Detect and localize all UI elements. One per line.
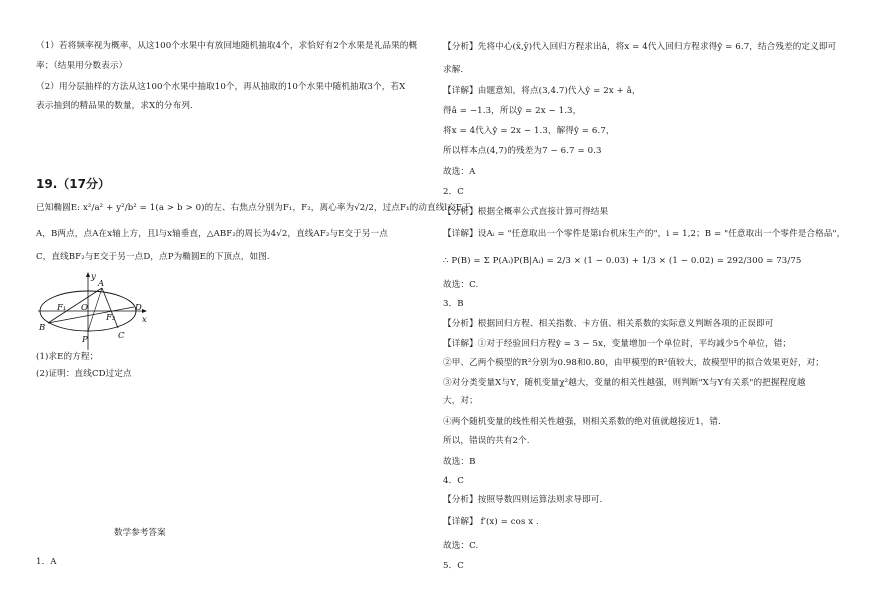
line-pa	[88, 288, 102, 331]
sub-question-1: (1)求E的方程；	[36, 352, 99, 362]
label-a: A	[98, 279, 105, 289]
label-p: P	[82, 335, 88, 345]
label-f2: F₂	[106, 313, 116, 323]
question-line: （2）用分层抽样的方法从这100个水果中抽取10个，再从抽取的10个水果中随机抽取3个，若X	[36, 82, 406, 92]
problem-line: 已知椭圆E: x²/a² + y²/b² = 1(a > b > 0)的左、右焦点分别为F₁，F₂，离心率为√2/2，过点F₁的动直线l交E于	[36, 203, 471, 213]
problem-line: A，B两点，点A在x轴上方，且l与x轴垂直，△ABF₂的周长为4√2，直线AF₂与E交于另一点	[36, 229, 388, 239]
solution-line: ③对分类变量X与Y，随机变量χ²越大，变量的相关性越强，则判断"X与Y有关系"的把握程度越	[443, 378, 806, 388]
problem-line: C，直线BF₂与E交于另一点D，点P为椭圆E的下顶点，如图.	[36, 252, 270, 262]
solution-line: 5．C	[443, 561, 464, 571]
ellipse-figure	[36, 270, 156, 352]
solution-line: 求解.	[443, 65, 464, 75]
solution-line: 得â = −1.3，所以ŷ = 2x − 1.3，	[443, 106, 582, 116]
solution-line: 【分析】先将中心(x̄,ȳ)代入回归方程求出â，将x = 4代入回归方程求得ŷ = 6.7，结合残差的定义即可	[443, 42, 837, 52]
label-o: O	[81, 303, 88, 313]
label-c: C	[118, 331, 125, 341]
solution-line: 【分析】根据全概率公式直接计算可得结果	[443, 207, 609, 217]
y-axis-arrow	[86, 272, 90, 277]
label-d: D	[135, 303, 142, 313]
question-line: （1）若将频率视为概率，从这100个水果中有放回地随机抽取4个，求恰好有2个水果是礼品果的概	[36, 41, 418, 51]
sub-question-2: (2)证明：直线CD过定点	[36, 369, 132, 379]
label-b: B	[39, 323, 46, 333]
label-y: y	[91, 272, 96, 282]
solution-line: 所以样本点(4,7)的残差为7 − 6.7 = 0.3	[443, 146, 602, 156]
question-line: 表示抽到的精品果的数量，求X的分布列.	[36, 101, 193, 111]
solution-line: 【详解】 f′(x) = cos x .	[443, 517, 539, 527]
solution-line: 大，对；	[443, 396, 478, 406]
solution-line: 【分析】根据回归方程、相关指数、卡方值、相关系数的实际意义判断各项的正误即可	[443, 319, 774, 329]
solution-line: 故选：C.	[443, 280, 479, 290]
answers-title: 数学参考答案	[114, 528, 166, 538]
solution-line: 【分析】按照导数四则运算法则求导即可.	[443, 495, 603, 505]
solution-line: 故选：B	[443, 457, 476, 467]
label-f1: F₁	[57, 303, 67, 313]
solution-line: 所以，错误的共有2个.	[443, 436, 530, 446]
question-line: 率；（结果用分数表示）	[36, 61, 128, 71]
solution-line: 【详解】由题意知，将点(3,4.7)代入ŷ = 2x + â，	[443, 86, 641, 96]
solution-line: 故选：C.	[443, 541, 479, 551]
solution-line: 故选：A	[443, 167, 476, 177]
solution-line: 【详解】①对于经验回归方程ŷ = 3 − 5x，变量增加一个单位时，平均减少5个单位，错；	[443, 339, 792, 349]
x-axis-arrow	[142, 309, 147, 313]
solution-line: 将x = 4代入ŷ = 2x − 1.3，解得ŷ = 6.7，	[443, 126, 615, 136]
label-x: x	[142, 315, 147, 325]
answer-1: 1．A	[36, 557, 57, 567]
solution-line: 2．C	[443, 187, 464, 197]
solution-line: 4．C	[443, 476, 464, 486]
question-19-heading: 19.（17分）	[36, 177, 110, 191]
solution-line: ②甲、乙两个模型的R²分别为0.98和0.80，由甲模型的R²值较大，故模型甲的拟合效果更好，对；	[443, 358, 824, 368]
solution-line: 【详解】设Aᵢ = "任意取出一个零件是第i台机床生产的"，i = 1,2；B = "任意取出一个零件是合格品"，	[443, 229, 846, 239]
solution-line: ∴ P(B) = Σ P(Aᵢ)P(B|Aᵢ) = 2/3 × (1 − 0.03) + 1/3 × (1 − 0.02) = 292/300 = 73/75	[443, 256, 802, 266]
solution-line: ④两个随机变量的线性相关性越强，则相关系数的绝对值就越接近1，错.	[443, 417, 721, 427]
solution-line: 3．B	[443, 299, 464, 309]
